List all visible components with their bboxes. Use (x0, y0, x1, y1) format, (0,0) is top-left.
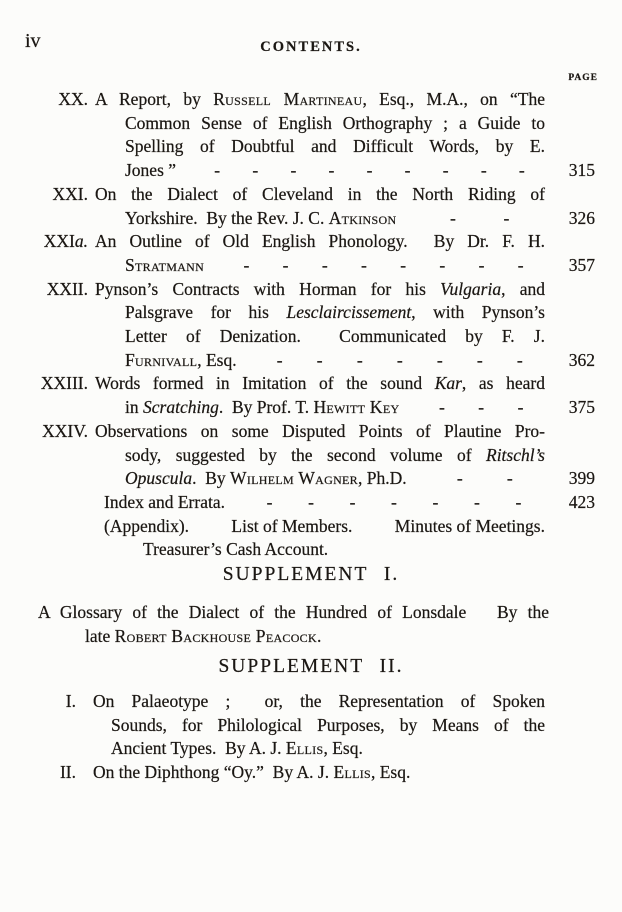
toc-row (32, 737, 622, 761)
supplement-2-heading: SUPPLEMENT II. (218, 656, 404, 677)
author-smallcaps: Hewitt Key (313, 397, 400, 418)
toc-row (32, 372, 595, 396)
toc-row (32, 349, 595, 373)
toc-row (32, 491, 595, 515)
entry-line: Ancient Types. By A. J. Ellis, Esq. (111, 738, 363, 759)
leader-dashes: - - - (438, 397, 524, 418)
italic-title: Lesclaircissement (286, 302, 412, 323)
entry-line: An Outline of Old English Phonology. By Dr. F. H. (95, 231, 545, 252)
entry-line: Opuscula. By Wilhelm Wagner, Ph.D. - - 399 (95, 467, 595, 491)
toc-row (32, 467, 595, 491)
entry-line: Palsgrave for his Lesclaircissement, with Pynson’s (125, 302, 545, 323)
entry-number: XXII. (46, 278, 88, 299)
italic-title: Kar (434, 373, 462, 394)
leader-dashes: - - - - - - - (266, 491, 522, 512)
toc-row (32, 88, 595, 112)
toc-row (32, 112, 595, 136)
entry-line: Furnivall, Esq. - - - - - - - 362 (95, 349, 595, 373)
supplement-2-section (0, 654, 622, 785)
entry-line: Yorkshire. By the Rev. J. C. Atkinson - - 326 (95, 207, 595, 231)
entry-line (95, 254, 595, 278)
toc-row (32, 135, 595, 159)
entry-line: Words formed in Imitation of the sound Kar, as heard (95, 373, 545, 394)
italic-title: Ritschl’s (486, 444, 545, 465)
entry-number (32, 714, 76, 738)
entry-page-number: 375 (568, 397, 595, 418)
entry-line: Treasurer’s Cash Account. (143, 539, 329, 560)
toc-row (32, 761, 622, 785)
entry-number (32, 159, 88, 183)
toc-row (32, 301, 595, 325)
author-smallcaps: Russell Martineau (213, 89, 363, 109)
entry-line: On the Diphthong “Oy.” By A. J. Ellis, Esq. (93, 762, 411, 783)
author-smallcaps: Stratmann (125, 254, 205, 275)
leader-dashes: - - (450, 207, 510, 228)
entry-number (32, 349, 88, 373)
entry-number (32, 207, 88, 231)
author-smallcaps: Furnivall (125, 349, 198, 370)
entry-line: Sounds, for Philological Purposes, by Means of the (111, 714, 545, 735)
entry-line: in Scratching. By Prof. T. Hewitt Key - - - 375 (95, 396, 595, 420)
toc-row (32, 207, 595, 231)
italic-title: Scratching (143, 397, 219, 418)
page-column-label: PAGE (568, 73, 598, 83)
toc-row (32, 183, 595, 207)
entry-page-number: 362 (568, 349, 595, 370)
leader-dashes: - - - - - - - - - (214, 160, 525, 181)
entry-number (32, 135, 88, 159)
entry-line: A Report, by Russell Martineau, Esq., M.A., on “The (95, 89, 545, 109)
entry-number: XXIV. (42, 420, 88, 441)
entry-number (32, 325, 88, 349)
supplement-1-heading: SUPPLEMENT I. (222, 564, 400, 585)
folio-number: iv (25, 30, 41, 52)
entry-number (32, 254, 88, 278)
leader-dashes: - - - - - - - (276, 349, 523, 370)
entry-line: On the Dialect of Cleveland in the North Riding of (95, 183, 545, 204)
entry-line: Letter of Denization. Communicated by F. J. (125, 326, 545, 347)
entry-line: sody, suggested by the second volume of Ritschl’s (125, 444, 545, 465)
toc-row (32, 159, 595, 183)
supplement-1-section (0, 562, 622, 648)
leader-dashes: - - - - - - - - (243, 254, 524, 275)
entry-number (32, 444, 88, 468)
entry-number (32, 467, 88, 491)
entry-line: (Appendix). List of Members. Minutes of Meetings. (104, 515, 545, 536)
page-title: CONTENTS. (260, 39, 362, 55)
glossary-line: A Glossary of the Dialect of the Hundred of Lonsdale By the (38, 602, 549, 622)
entry-number (32, 112, 88, 136)
leader-dashes: - - (456, 468, 513, 489)
entry-number (32, 538, 88, 562)
entry-page-number: 357 (568, 254, 595, 275)
table-of-contents (32, 88, 595, 562)
entry-line: On Palaeotype ; or, the Representation of Spoken (93, 691, 545, 711)
entry-page-number: 326 (568, 207, 595, 228)
entry-line: Common Sense of English Orthography ; a Guide to (125, 112, 545, 133)
entry-line: Index and Errata. - - - - - - - 423 (95, 491, 595, 515)
supplement-2-list (32, 690, 622, 785)
author-smallcaps: Wilhelm Wagner (230, 468, 358, 489)
entry-page-number: 423 (568, 491, 595, 512)
author-smallcaps: Ellis (285, 738, 324, 759)
toc-row (32, 420, 595, 444)
entry-number: II. (59, 762, 76, 783)
author-smallcaps: Atkinson (328, 207, 397, 228)
author-smallcaps: Robert Backhouse Peacock (114, 625, 317, 646)
entry-number (32, 301, 88, 325)
toc-row (32, 444, 595, 468)
toc-row (32, 515, 595, 539)
toc-row (32, 254, 595, 278)
entry-line: Spelling of Doubtful and Difficult Words, by E. (125, 136, 545, 157)
italic-title: Vulgaria (440, 278, 502, 299)
entry-number (32, 396, 88, 420)
toc-row (32, 230, 595, 254)
entry-page-number: 399 (568, 468, 595, 489)
entry-line: Pynson’s Contracts with Horman for his Vulgaria, and (95, 278, 545, 299)
entry-number: I. (65, 691, 76, 711)
entry-line: Jones ” - - - - - - - - - 315 (95, 159, 595, 183)
entry-number: XXI. (52, 183, 88, 204)
glossary-author-line: late Robert Backhouse Peacock. (85, 625, 322, 646)
entry-number (32, 491, 88, 515)
toc-row (32, 690, 622, 714)
entry-number: XX. (58, 89, 88, 109)
toc-row (32, 278, 595, 302)
author-smallcaps: Ellis (333, 762, 371, 783)
entry-page-number: 315 (568, 160, 595, 181)
italic-title: Opuscula (125, 468, 193, 489)
toc-row (32, 325, 595, 349)
toc-row (32, 538, 595, 562)
entry-number (32, 737, 76, 761)
entry-number (32, 515, 88, 539)
entry-number: XXIa. (43, 231, 88, 252)
toc-row (32, 714, 622, 738)
toc-row (32, 396, 595, 420)
entry-number: XXIII. (40, 373, 88, 394)
entry-line: Observations on some Disputed Points of Plautine Pro- (95, 420, 545, 441)
